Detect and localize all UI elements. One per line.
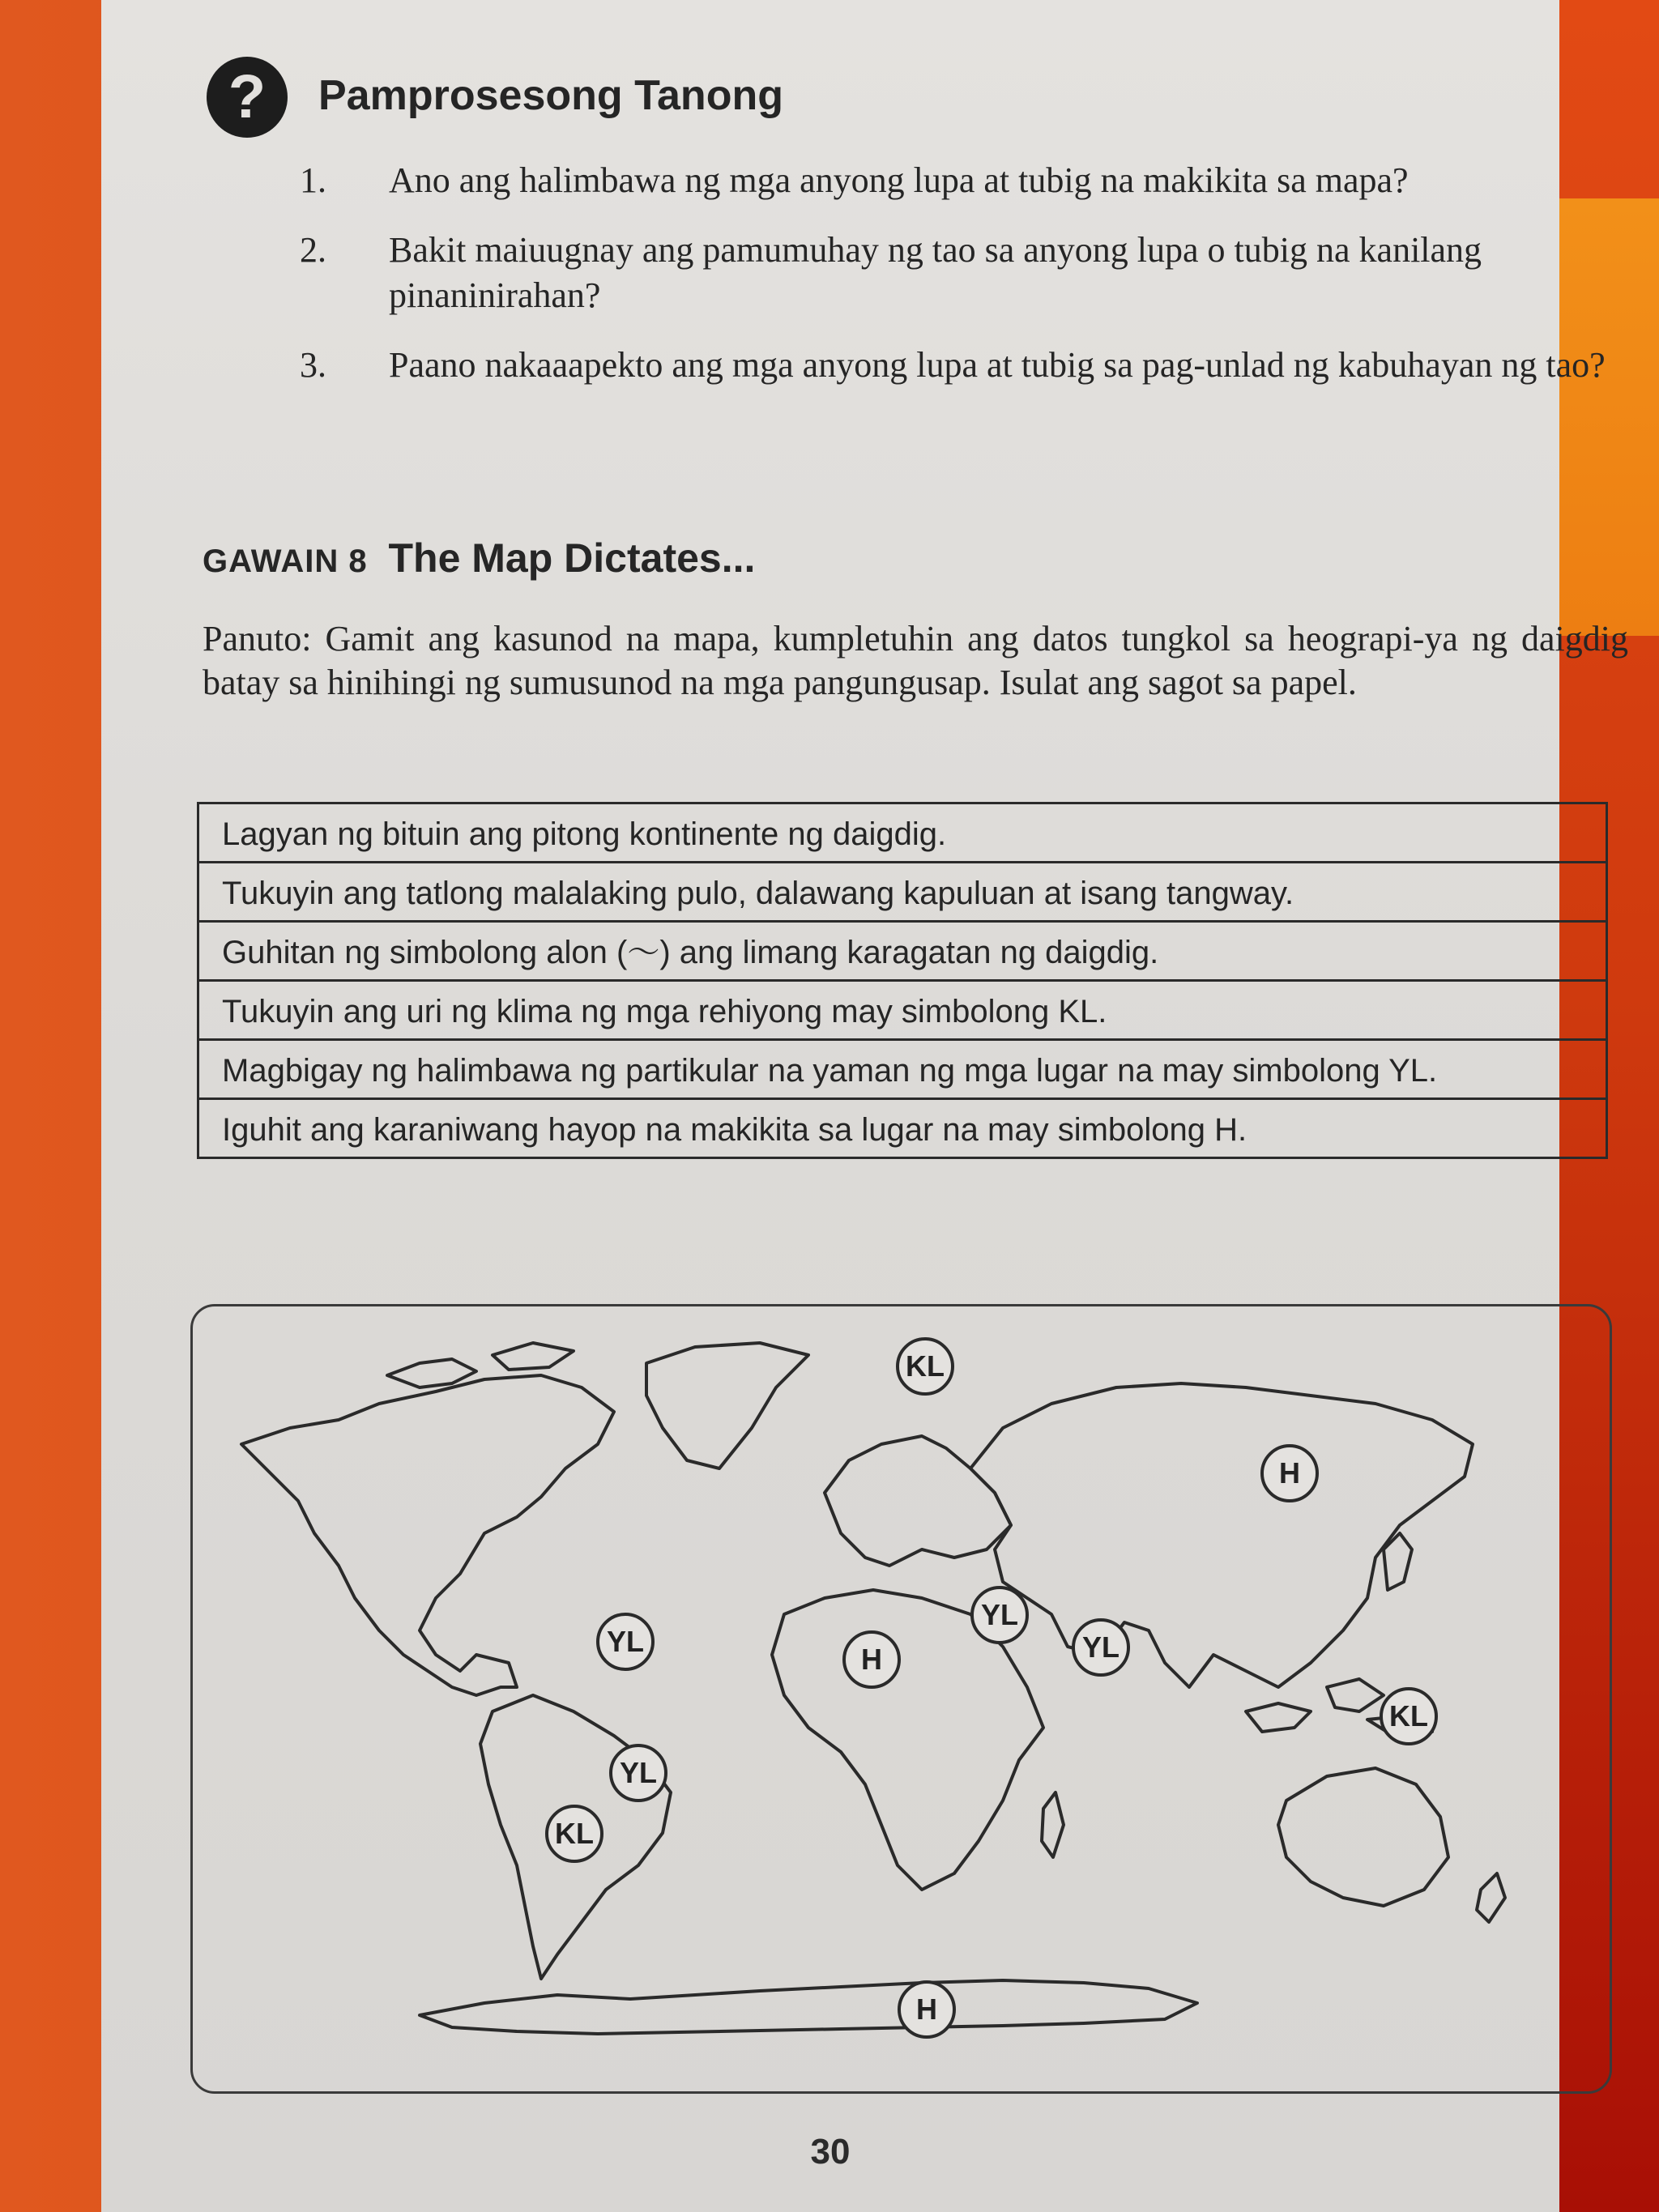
- question-item: [300, 343, 1628, 388]
- instructions-paragraph: Panuto: Gamit ang kasunod na mapa, kumpletuhin ang datos tungkol sa heograpi-ya ng daigdig batay sa hinihingi ng sumusunod na mga pangungusap. Isulat ang sagot sa papel.: [203, 619, 1628, 702]
- question-item: [300, 158, 1628, 203]
- question-text: Ano ang halimbawa ng mga anyong lupa at tubig na makikita sa mapa?: [389, 160, 1409, 200]
- instruction-row: Lagyan ng bituin ang pitong kontinente ng daigdig.: [199, 804, 1606, 863]
- map-label-kl-arctic: KL: [896, 1337, 954, 1396]
- question-item: [300, 228, 1628, 318]
- instruction-row: Tukuyin ang uri ng klima ng mga rehiyong may simbolong KL.: [199, 982, 1606, 1041]
- world-map: [190, 1304, 1612, 2094]
- antarctica-outline: [420, 1980, 1197, 2034]
- activity-title: The Map Dictates...: [388, 535, 756, 581]
- map-label-yl-south-america: YL: [609, 1744, 667, 1802]
- question-number: 3.: [300, 345, 326, 385]
- activity-label: GAWAIN 8: [203, 543, 368, 579]
- map-label-yl-india: YL: [1072, 1618, 1130, 1677]
- north-america-outline: [241, 1375, 614, 1695]
- europe-outline: [825, 1436, 1011, 1566]
- instruction-table: [197, 802, 1608, 1159]
- instruction-row: Guhitan ng simbolong alon (〜) ang limang karagatan ng daigdig.: [199, 923, 1606, 982]
- map-label-kl-pacific: KL: [1380, 1687, 1438, 1745]
- map-label-h-antarctica: H: [898, 1980, 956, 2039]
- worksheet-page: [101, 0, 1628, 2212]
- map-label-h-africa: H: [842, 1630, 901, 1689]
- new-zealand-outline: [1477, 1873, 1505, 1922]
- question-mark-icon: ?: [207, 57, 288, 138]
- page-number: 30: [810, 2132, 851, 2172]
- map-label-yl-north-america: YL: [596, 1613, 655, 1671]
- activity-heading: [203, 535, 755, 582]
- instruction-row: Tukuyin ang tatlong malalaking pulo, dalawang kapuluan at isang tangway.: [199, 863, 1606, 923]
- question-number: 2.: [300, 230, 326, 270]
- instruction-row: Magbigay ng halimbawa ng partikular na yaman ng mga lugar na may simbolong YL.: [199, 1041, 1606, 1100]
- map-label-h-siberia: H: [1260, 1444, 1319, 1502]
- instruction-row: Iguhit ang karaniwang hayop na makikita sa lugar na may simbolong H.: [222, 1112, 1247, 1148]
- map-label-yl-middle-east: YL: [970, 1586, 1029, 1644]
- madagascar-outline: [1042, 1792, 1064, 1857]
- section-title: Pamprosesong Tanong: [318, 72, 783, 119]
- map-label-kl-south-america: KL: [545, 1805, 603, 1863]
- question-text: Bakit maiuugnay ang pamumuhay ng tao sa anyong lupa o tubig na kanilang pinaninirahan?: [389, 230, 1482, 315]
- question-number: 1.: [300, 160, 326, 200]
- greenland-outline: [646, 1343, 808, 1468]
- question-list: [300, 158, 1628, 412]
- australia-outline: [1278, 1768, 1448, 1906]
- question-text: Paano nakaaapekto ang mga anyong lupa at tubig sa pag-unlad ng kabuhayan ng tao?: [389, 345, 1606, 385]
